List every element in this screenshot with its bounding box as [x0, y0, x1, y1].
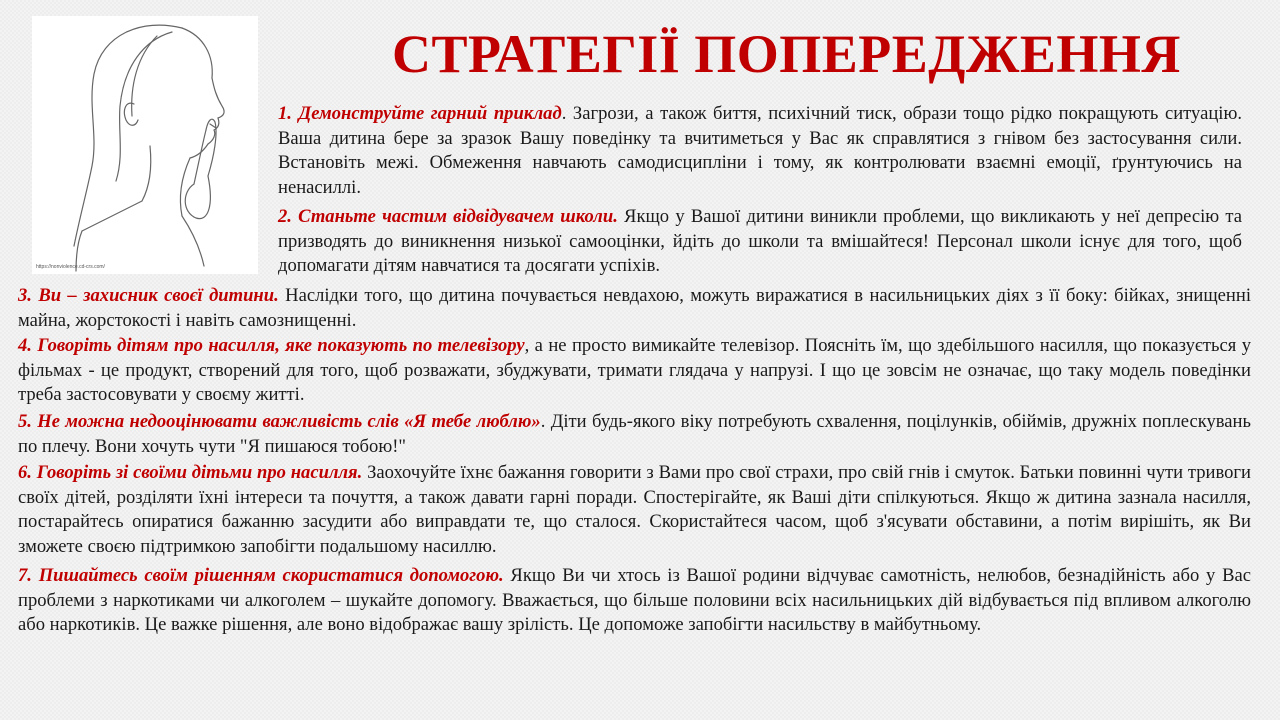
item-heading: 4. Говоріть дітям про насилля, яке показують по телевізору [18, 335, 525, 356]
image-credit: https://nonviolence.cd-crs.com/ [36, 264, 105, 270]
list-item [18, 284, 1251, 333]
item-text: Діти будь-якого віку потребують схвалення, поцілунків, обіймів, дружніх поплескувань по плечу. Вони хочуть чути "Я пишаюся тобою!" [18, 411, 1251, 457]
item-heading: 3. Ви – захисник своєї дитини. [18, 285, 279, 306]
list-item [278, 102, 1242, 200]
item-heading: 5. Не можна недооцінювати важливість слів «Я тебе люблю» [18, 411, 541, 432]
item-heading: 6. Говоріть зі своїми дітьми про насилля. [18, 462, 363, 483]
list-item [278, 205, 1242, 279]
item-heading-punct: . [561, 103, 567, 124]
list-item [18, 410, 1251, 459]
item-text: Якщо у Вашої дитини виникли проблеми, що викликають у неї депресію та призводять до виникнення низької самооцінки, йдіть до школи та вмішайтеся! Персонал школи існує для того, щоб допомагати дітям навчатися та досягати успіхів. [278, 206, 1242, 276]
list-item [18, 564, 1251, 638]
illustration [32, 16, 258, 274]
item-text: Наслідки того, що дитина почувається невдахою, можуть виражатися в насильницьких діях з її боку: бійках, знищенні майна, жорстокості і навіть самознищенні. [18, 285, 1251, 331]
woman-silhouette-icon [32, 16, 258, 274]
list-item [18, 334, 1251, 408]
item-text: Загрози, а також биття, психічний тиск, образи тощо рідко покращують ситуацію. Ваша дитина бере за зразок Вашу поведінку та вчитиметься у Вас як справлятися з гнівом без застосування сили. Встановіть межі. Обмеження навчають самодисципліни і тому, як контролювати взаємні емоції, ґрунтуючись на ненасиллі. [278, 103, 1243, 198]
list-item [18, 461, 1251, 559]
item-text: Якщо Ви чи хтось із Вашої родини відчуває самотність, нелюбов, безнадійність або у Вас проблеми з наркотиками чи алкоголем – шукайте допомогу. Вважається, що більше половини всіх насильницьких дій відбувається під впливом алкоголю або наркотиків. Це важке рішення, але воно відображає вашу зрілість. Це допоможе запобігти насильству в майбутньому. [18, 565, 1251, 635]
item-text: Заохочуйте їхнє бажання говорити з Вами про свої страхи, про свій гнів і смуток. Батьки повинні чути тривоги своїх дітей, розділяти їхні інтереси та почуття, а також давати гарні поради. Спостерігайте, як Ваші діти спілкуються. Якщо ж дитина зазнала насилля, постарайтесь опиратися бажанню засудити або виправдати те, що сталося. Скористайтеся часом, щоб з'ясувати обставини, а потім вирішіть, як Ви зможете своєю підтримкою запобігти подальшому насиллю. [18, 462, 1251, 557]
item-heading: 7. Пишайтесь своїм рішенням скористатися допомогою. [18, 565, 504, 586]
item-heading-punct: , [524, 335, 530, 356]
item-text: а не просто вимикайте телевізор. Поясніть їм, що здебільшого насилля, що показується у фільмах - це продукт, створений для того, щоб розважати, збуджувати, тримати глядача у напрузі. І що це зовсім не означає, що таку модель поведінки треба застосовувати у своєму житті. [18, 335, 1251, 405]
item-heading: 1. Демонструйте гарний приклад [278, 103, 562, 124]
page-title: СТРАТЕГІЇ ПОПЕРЕДЖЕННЯ [392, 24, 1181, 84]
item-heading-punct: . [540, 411, 546, 432]
item-heading: 2. Станьте частим відвідувачем школи. [278, 206, 618, 227]
